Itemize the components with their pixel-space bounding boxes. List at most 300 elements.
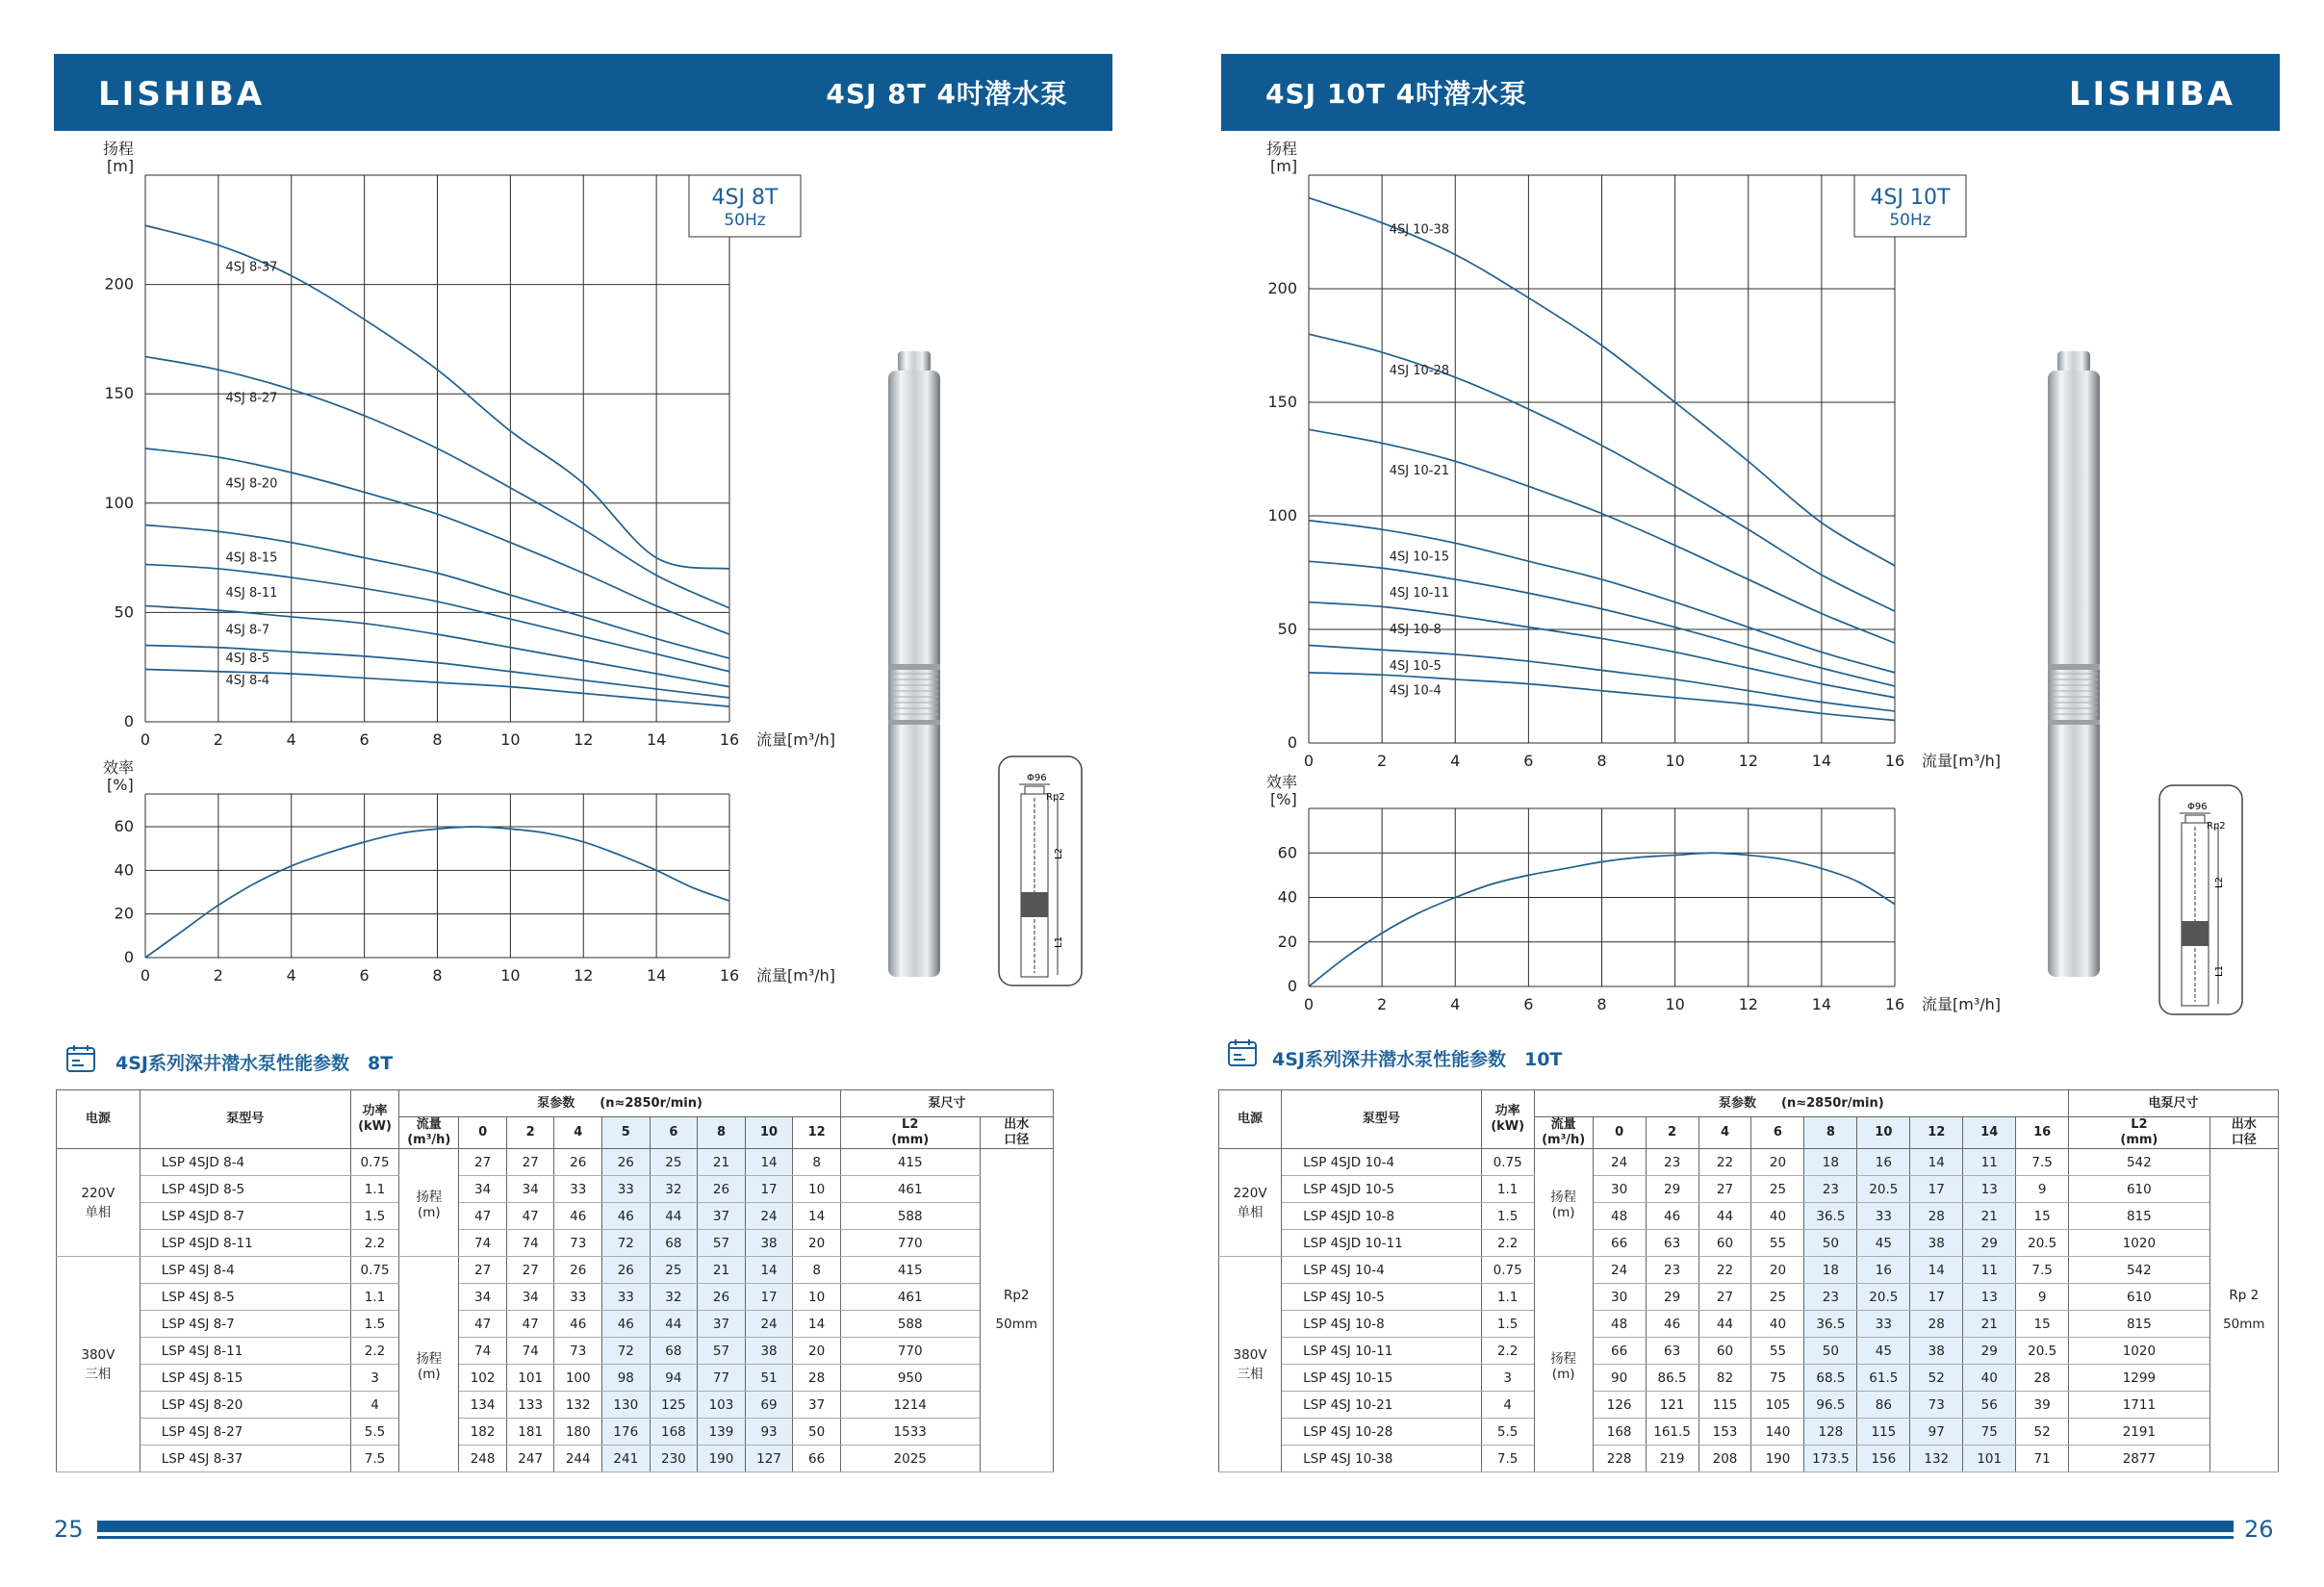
header-power-source: 电源 — [57, 1090, 140, 1149]
dimension-drawing — [2158, 784, 2243, 1015]
header-flow-value: 2 — [506, 1117, 554, 1149]
x-tick-label: 14 — [646, 730, 667, 749]
head-value: 69 — [745, 1392, 793, 1419]
model-cell: LSP 4SJ 10-8 — [1282, 1311, 1482, 1338]
header-flow-value: 0 — [459, 1117, 507, 1149]
right-header-bar — [1221, 54, 2280, 131]
model-cell: LSP 4SJ 8-27 — [140, 1419, 350, 1446]
head-value: 25 — [650, 1149, 698, 1176]
y-axis-unit: [%] — [1270, 790, 1297, 808]
head-value: 93 — [745, 1419, 793, 1446]
model-cell: LSP 4SJ 8-5 — [140, 1284, 350, 1311]
head-value: 140 — [1751, 1419, 1804, 1446]
series-label: 4SJ 10-38 — [1389, 222, 1450, 238]
head-value: 39 — [2016, 1392, 2069, 1419]
l2-cell: 770 — [840, 1230, 980, 1257]
l2-cell: 542 — [2069, 1149, 2210, 1176]
model-cell: LSP 4SJ 10-15 — [1282, 1365, 1482, 1392]
head-value: 27 — [1698, 1284, 1751, 1311]
head-value: 66 — [793, 1446, 841, 1472]
head-value: 30 — [1593, 1176, 1646, 1203]
head-value: 60 — [1698, 1338, 1751, 1365]
head-value: 38 — [745, 1338, 793, 1365]
x-axis-label: 流量[m³/h] — [1922, 752, 2002, 770]
y-tick-label: 20 — [114, 904, 134, 923]
head-value: 26 — [602, 1257, 651, 1284]
head-label: 扬程 (m) — [1534, 1149, 1593, 1257]
head-value: 48 — [1593, 1311, 1646, 1338]
head-value: 24 — [745, 1203, 793, 1230]
head-value: 34 — [459, 1176, 507, 1203]
head-value: 33 — [602, 1176, 651, 1203]
diameter-label: Φ96 — [1027, 773, 1047, 783]
x-tick-label: 16 — [1884, 752, 1905, 770]
power-cell: 1.5 — [1481, 1311, 1534, 1338]
l2-cell: 770 — [840, 1338, 980, 1365]
head-value: 45 — [1857, 1230, 1910, 1257]
head-value: 46 — [554, 1311, 602, 1338]
header-power: 功率 (kW) — [1481, 1090, 1534, 1149]
head-value: 50 — [793, 1419, 841, 1446]
table-row — [1219, 1338, 2279, 1365]
diameter-label: Φ96 — [2187, 802, 2208, 812]
head-value: 36.5 — [1804, 1203, 1857, 1230]
l2-cell: 415 — [840, 1149, 980, 1176]
head-value: 25 — [1751, 1176, 1804, 1203]
l2-cell: 2877 — [2069, 1446, 2210, 1472]
model-cell: LSP 4SJ 10-11 — [1282, 1338, 1482, 1365]
head-value: 180 — [554, 1419, 602, 1446]
head-value: 208 — [1698, 1446, 1751, 1472]
head-value: 60 — [1698, 1230, 1751, 1257]
head-value: 14 — [793, 1203, 841, 1230]
table-row — [1219, 1176, 2279, 1203]
head-value: 24 — [1593, 1257, 1646, 1284]
head-value: 47 — [459, 1203, 507, 1230]
head-value: 29 — [1646, 1176, 1698, 1203]
header-flow-value: 12 — [1910, 1117, 1963, 1149]
head-value: 26 — [698, 1176, 746, 1203]
head-value: 72 — [602, 1338, 651, 1365]
x-tick-label: 0 — [140, 730, 151, 749]
head-value: 13 — [1963, 1176, 2016, 1203]
l2-cell: 588 — [840, 1203, 980, 1230]
head-value: 36.5 — [1804, 1311, 1857, 1338]
l2-cell: 1711 — [2069, 1392, 2210, 1419]
header-flow: 流量 (m³/h) — [1534, 1117, 1593, 1149]
head-value: 40 — [1963, 1365, 2016, 1392]
head-value: 72 — [602, 1230, 651, 1257]
model-cell: LSP 4SJD 10-11 — [1282, 1230, 1482, 1257]
head-value: 24 — [1593, 1149, 1646, 1176]
x-tick-label: 8 — [432, 966, 443, 985]
power-cell: 3 — [1481, 1365, 1534, 1392]
head-value: 230 — [650, 1446, 698, 1472]
l2-cell: 1533 — [840, 1419, 980, 1446]
y-axis-label: 效率 — [103, 758, 135, 777]
head-value: 28 — [1910, 1203, 1963, 1230]
head-value: 101 — [1963, 1446, 2016, 1472]
head-value: 25 — [1751, 1284, 1804, 1311]
head-value: 75 — [1751, 1365, 1804, 1392]
head-value: 56 — [1963, 1392, 2016, 1419]
head-value: 33 — [554, 1284, 602, 1311]
power-cell: 1.1 — [350, 1176, 399, 1203]
x-tick-label: 16 — [719, 730, 740, 749]
y-tick-label: 0 — [1287, 977, 1297, 995]
head-value: 33 — [1857, 1203, 1910, 1230]
series-label: 4SJ 8-4 — [225, 673, 270, 688]
y-axis-unit: [m] — [1270, 157, 1298, 175]
head-value: 98 — [602, 1365, 651, 1392]
head-value: 156 — [1857, 1446, 1910, 1472]
head-value: 46 — [602, 1311, 651, 1338]
x-tick-label: 4 — [1450, 752, 1461, 770]
l2-cell: 1214 — [840, 1392, 980, 1419]
head-value: 23 — [1804, 1176, 1857, 1203]
series-label: 4SJ 10-8 — [1389, 623, 1442, 637]
model-cell: LSP 4SJ 8-7 — [140, 1311, 350, 1338]
head-value: 244 — [554, 1446, 602, 1472]
y-tick-label: 0 — [123, 712, 134, 730]
head-value: 10 — [793, 1284, 841, 1311]
model-cell: LSP 4SJ 8-37 — [140, 1446, 350, 1472]
l2-cell: 610 — [2069, 1176, 2210, 1203]
head-flow-chart-10t — [1213, 140, 2079, 789]
head-value: 57 — [698, 1230, 746, 1257]
head-value: 52 — [1910, 1365, 1963, 1392]
model-cell: LSP 4SJD 8-5 — [140, 1176, 350, 1203]
head-value: 55 — [1751, 1230, 1804, 1257]
head-value: 38 — [1910, 1338, 1963, 1365]
series-label: 4SJ 8-27 — [225, 391, 278, 406]
head-value: 173.5 — [1804, 1446, 1857, 1472]
head-value: 248 — [459, 1446, 507, 1472]
rp-label: Rp2 — [2207, 821, 2226, 832]
head-value: 20.5 — [2016, 1338, 2069, 1365]
power-cell: 1.5 — [350, 1203, 399, 1230]
model-cell: LSP 4SJ 8-15 — [140, 1365, 350, 1392]
table-header-row — [1219, 1090, 2279, 1117]
head-value: 55 — [1751, 1338, 1804, 1365]
model-cell: LSP 4SJ 10-5 — [1282, 1284, 1482, 1311]
series-label: 4SJ 10-21 — [1389, 463, 1450, 478]
head-value: 20.5 — [1857, 1176, 1910, 1203]
head-value: 71 — [2016, 1446, 2069, 1472]
l2-cell: 815 — [2069, 1203, 2210, 1230]
header-power-source: 电源 — [1219, 1090, 1282, 1149]
power-source-group: 220V 单相 — [1219, 1149, 1282, 1257]
head-value: 40 — [1751, 1203, 1804, 1230]
header-flow-value: 2 — [1646, 1117, 1698, 1149]
y-tick-label: 50 — [114, 602, 134, 622]
head-value: 25 — [650, 1257, 698, 1284]
power-source-group: 380V 三相 — [1219, 1257, 1282, 1472]
power-cell: 2.2 — [350, 1338, 399, 1365]
head-value: 40 — [1751, 1311, 1804, 1338]
head-value: 74 — [459, 1338, 507, 1365]
head-value: 14 — [1910, 1257, 1963, 1284]
x-tick-label: 6 — [359, 966, 370, 985]
x-axis-label: 流量[m³/h] — [1922, 995, 2002, 1013]
page-number: 26 — [2244, 1516, 2274, 1543]
table-row — [57, 1311, 1054, 1338]
head-label: 扬程 (m) — [1534, 1257, 1593, 1472]
head-value: 17 — [1910, 1176, 1963, 1203]
head-value: 52 — [2016, 1419, 2069, 1446]
head-value: 17 — [745, 1176, 793, 1203]
head-value: 27 — [506, 1149, 554, 1176]
x-tick-label: 0 — [140, 966, 151, 985]
header-flow-value: 0 — [1593, 1117, 1646, 1149]
head-value: 29 — [1646, 1284, 1698, 1311]
header-flow-value: 10 — [1857, 1117, 1910, 1149]
head-value: 33 — [554, 1176, 602, 1203]
head-value: 190 — [1751, 1446, 1804, 1472]
head-value: 46 — [602, 1203, 651, 1230]
head-value: 121 — [1646, 1392, 1698, 1419]
header-power: 功率 (kW) — [350, 1090, 399, 1149]
head-value: 16 — [1857, 1149, 1910, 1176]
head-value: 34 — [506, 1284, 554, 1311]
head-value: 46 — [1646, 1311, 1698, 1338]
legend-model: 4SJ 8T — [711, 186, 779, 210]
head-value: 44 — [650, 1311, 698, 1338]
l2-cell: 1020 — [2069, 1338, 2210, 1365]
brand-logo: LISHIBA — [98, 75, 266, 114]
table-row — [57, 1203, 1054, 1230]
footer-line — [97, 1536, 2234, 1539]
power-cell: 1.5 — [1481, 1203, 1534, 1230]
page-title: 4SJ 10T 4吋潜水泵 — [1265, 78, 1528, 110]
head-value: 37 — [698, 1311, 746, 1338]
head-value: 94 — [650, 1365, 698, 1392]
power-cell: 1.1 — [1481, 1176, 1534, 1203]
series-label: 4SJ 10-28 — [1389, 363, 1450, 378]
head-value: 132 — [554, 1392, 602, 1419]
head-value: 126 — [1593, 1392, 1646, 1419]
head-value: 32 — [650, 1284, 698, 1311]
head-value: 133 — [506, 1392, 554, 1419]
table-row — [57, 1338, 1054, 1365]
head-value: 44 — [1698, 1311, 1751, 1338]
table-row — [57, 1176, 1054, 1203]
table-row — [1219, 1257, 2279, 1284]
x-tick-label: 8 — [1596, 995, 1607, 1013]
series-label: 4SJ 8-20 — [225, 476, 278, 492]
header-flow-value: 6 — [650, 1117, 698, 1149]
header-flow-value: 12 — [793, 1117, 841, 1149]
power-cell: 5.5 — [350, 1419, 399, 1446]
x-tick-label: 2 — [1377, 752, 1388, 770]
x-tick-label: 8 — [432, 730, 443, 749]
table-row — [57, 1284, 1054, 1311]
l2-cell: 415 — [840, 1257, 980, 1284]
head-value: 66 — [1593, 1230, 1646, 1257]
table-row — [1219, 1446, 2279, 1472]
head-value: 26 — [698, 1284, 746, 1311]
head-value: 24 — [745, 1311, 793, 1338]
outlet-size: Rp 2 50mm — [2209, 1149, 2278, 1472]
head-value: 100 — [554, 1365, 602, 1392]
table-row — [1219, 1203, 2279, 1230]
table-row — [57, 1149, 1054, 1176]
head-value: 20.5 — [2016, 1230, 2069, 1257]
rp-label: Rp2 — [1046, 792, 1065, 803]
l2-cell: 542 — [2069, 1257, 2210, 1284]
head-value: 17 — [745, 1284, 793, 1311]
l2-cell: 588 — [840, 1311, 980, 1338]
l2-cell: 2025 — [840, 1446, 980, 1472]
series-label: 4SJ 10-15 — [1389, 550, 1450, 565]
l2-cell: 461 — [840, 1176, 980, 1203]
x-tick-label: 8 — [1596, 752, 1607, 770]
x-tick-label: 16 — [719, 966, 740, 985]
table-row — [1219, 1365, 2279, 1392]
model-cell: LSP 4SJ 8-4 — [140, 1257, 350, 1284]
head-value: 14 — [745, 1149, 793, 1176]
head-value: 34 — [459, 1284, 507, 1311]
pump-image — [2040, 346, 2107, 982]
head-value: 176 — [602, 1419, 651, 1446]
power-cell: 0.75 — [350, 1257, 399, 1284]
head-value: 68 — [650, 1338, 698, 1365]
head-value: 96.5 — [1804, 1392, 1857, 1419]
head-value: 23 — [1804, 1284, 1857, 1311]
head-value: 61.5 — [1857, 1365, 1910, 1392]
power-cell: 2.2 — [350, 1230, 399, 1257]
head-value: 27 — [506, 1257, 554, 1284]
page-title: 4SJ 8T 4吋潜水泵 — [826, 78, 1068, 110]
header-pump-params: 泵参数 (n≈2850r/min) — [1534, 1090, 2068, 1117]
head-value: 46 — [554, 1203, 602, 1230]
table-icon — [65, 1043, 98, 1074]
model-cell: LSP 4SJD 8-4 — [140, 1149, 350, 1176]
left-header-bar — [54, 54, 1112, 131]
y-axis-label: 效率 — [1266, 773, 1298, 791]
series-label: 4SJ 8-7 — [225, 623, 270, 638]
y-tick-label: 20 — [1277, 932, 1297, 951]
power-cell: 4 — [1481, 1392, 1534, 1419]
head-value: 46 — [1646, 1203, 1698, 1230]
header-flow: 流量 (m³/h) — [399, 1117, 459, 1149]
series-label: 4SJ 8-11 — [225, 585, 278, 601]
head-value: 247 — [506, 1446, 554, 1472]
y-tick-label: 100 — [104, 493, 134, 512]
head-value: 21 — [698, 1149, 746, 1176]
x-tick-label: 6 — [1523, 995, 1534, 1013]
power-cell: 2.2 — [1481, 1338, 1534, 1365]
l1-label: L1 — [2214, 965, 2225, 977]
head-value: 27 — [1698, 1176, 1751, 1203]
head-value: 37 — [793, 1392, 841, 1419]
model-cell: LSP 4SJD 10-4 — [1282, 1149, 1482, 1176]
model-cell: LSP 4SJ 10-4 — [1282, 1257, 1482, 1284]
head-value: 241 — [602, 1446, 651, 1472]
header-flow-value: 4 — [554, 1117, 602, 1149]
model-cell: LSP 4SJ 8-20 — [140, 1392, 350, 1419]
head-value: 28 — [1910, 1311, 1963, 1338]
head-value: 161.5 — [1646, 1419, 1698, 1446]
y-tick-label: 200 — [104, 274, 134, 294]
head-value: 73 — [1910, 1392, 1963, 1419]
brand-logo: LISHIBA — [2068, 75, 2235, 114]
head-value: 48 — [1593, 1203, 1646, 1230]
x-tick-label: 2 — [1377, 995, 1388, 1013]
header-outlet: 出水 口径 — [2209, 1117, 2278, 1149]
head-value: 75 — [1963, 1419, 2016, 1446]
series-label: 4SJ 10-11 — [1389, 586, 1450, 602]
head-value: 29 — [1963, 1338, 2016, 1365]
head-value: 128 — [1804, 1419, 1857, 1446]
head-value: 86.5 — [1646, 1365, 1698, 1392]
header-model: 泵型号 — [140, 1090, 350, 1149]
head-value: 20.5 — [1857, 1284, 1910, 1311]
x-tick-label: 14 — [1811, 995, 1832, 1013]
x-tick-label: 14 — [1811, 752, 1832, 770]
head-value: 168 — [1593, 1419, 1646, 1446]
x-tick-label: 0 — [1303, 752, 1315, 770]
legend-frequency: 50Hz — [1889, 211, 1931, 230]
legend-frequency: 50Hz — [724, 211, 766, 230]
power-cell: 0.75 — [350, 1149, 399, 1176]
x-tick-label: 10 — [500, 730, 521, 749]
head-value: 105 — [1751, 1392, 1804, 1419]
head-value: 74 — [459, 1230, 507, 1257]
y-tick-label: 60 — [1277, 843, 1297, 862]
model-cell: LSP 4SJD 10-8 — [1282, 1203, 1482, 1230]
head-value: 68.5 — [1804, 1365, 1857, 1392]
head-value: 32 — [650, 1176, 698, 1203]
head-value: 47 — [459, 1311, 507, 1338]
head-value: 115 — [1698, 1392, 1751, 1419]
head-value: 77 — [698, 1365, 746, 1392]
l2-cell: 610 — [2069, 1284, 2210, 1311]
x-tick-label: 10 — [1665, 752, 1685, 770]
header-dimensions: 电泵尺寸 — [2069, 1090, 2279, 1117]
l1-label: L1 — [1054, 936, 1064, 948]
head-value: 82 — [1698, 1365, 1751, 1392]
y-axis-unit: [m] — [107, 157, 135, 175]
head-value: 103 — [698, 1392, 746, 1419]
dimension-drawing — [998, 755, 1083, 986]
head-value: 115 — [1857, 1419, 1910, 1446]
model-cell: LSP 4SJD 8-7 — [140, 1203, 350, 1230]
header-l2: L2 (mm) — [840, 1117, 980, 1149]
head-value: 27 — [459, 1257, 507, 1284]
head-value: 17 — [1910, 1284, 1963, 1311]
head-value: 9 — [2016, 1284, 2069, 1311]
power-cell: 3 — [350, 1365, 399, 1392]
head-value: 33 — [1857, 1311, 1910, 1338]
head-value: 33 — [602, 1284, 651, 1311]
y-tick-label: 60 — [114, 817, 134, 835]
series-label: 4SJ 8-5 — [225, 652, 270, 667]
header-flow-value: 6 — [1751, 1117, 1804, 1149]
power-cell: 0.75 — [1481, 1149, 1534, 1176]
x-tick-label: 4 — [1450, 995, 1461, 1013]
head-value: 57 — [698, 1338, 746, 1365]
section-title: 4SJ系列深井潜水泵性能参数 10T — [1272, 1049, 1563, 1070]
head-value: 219 — [1646, 1446, 1698, 1472]
y-tick-label: 200 — [1267, 279, 1297, 297]
x-tick-label: 6 — [359, 730, 370, 749]
header-flow-value: 4 — [1698, 1117, 1751, 1149]
head-value: 11 — [1963, 1149, 2016, 1176]
table-row — [57, 1230, 1054, 1257]
x-tick-label: 4 — [286, 966, 296, 985]
efficiency-chart-8t — [0, 758, 866, 1001]
